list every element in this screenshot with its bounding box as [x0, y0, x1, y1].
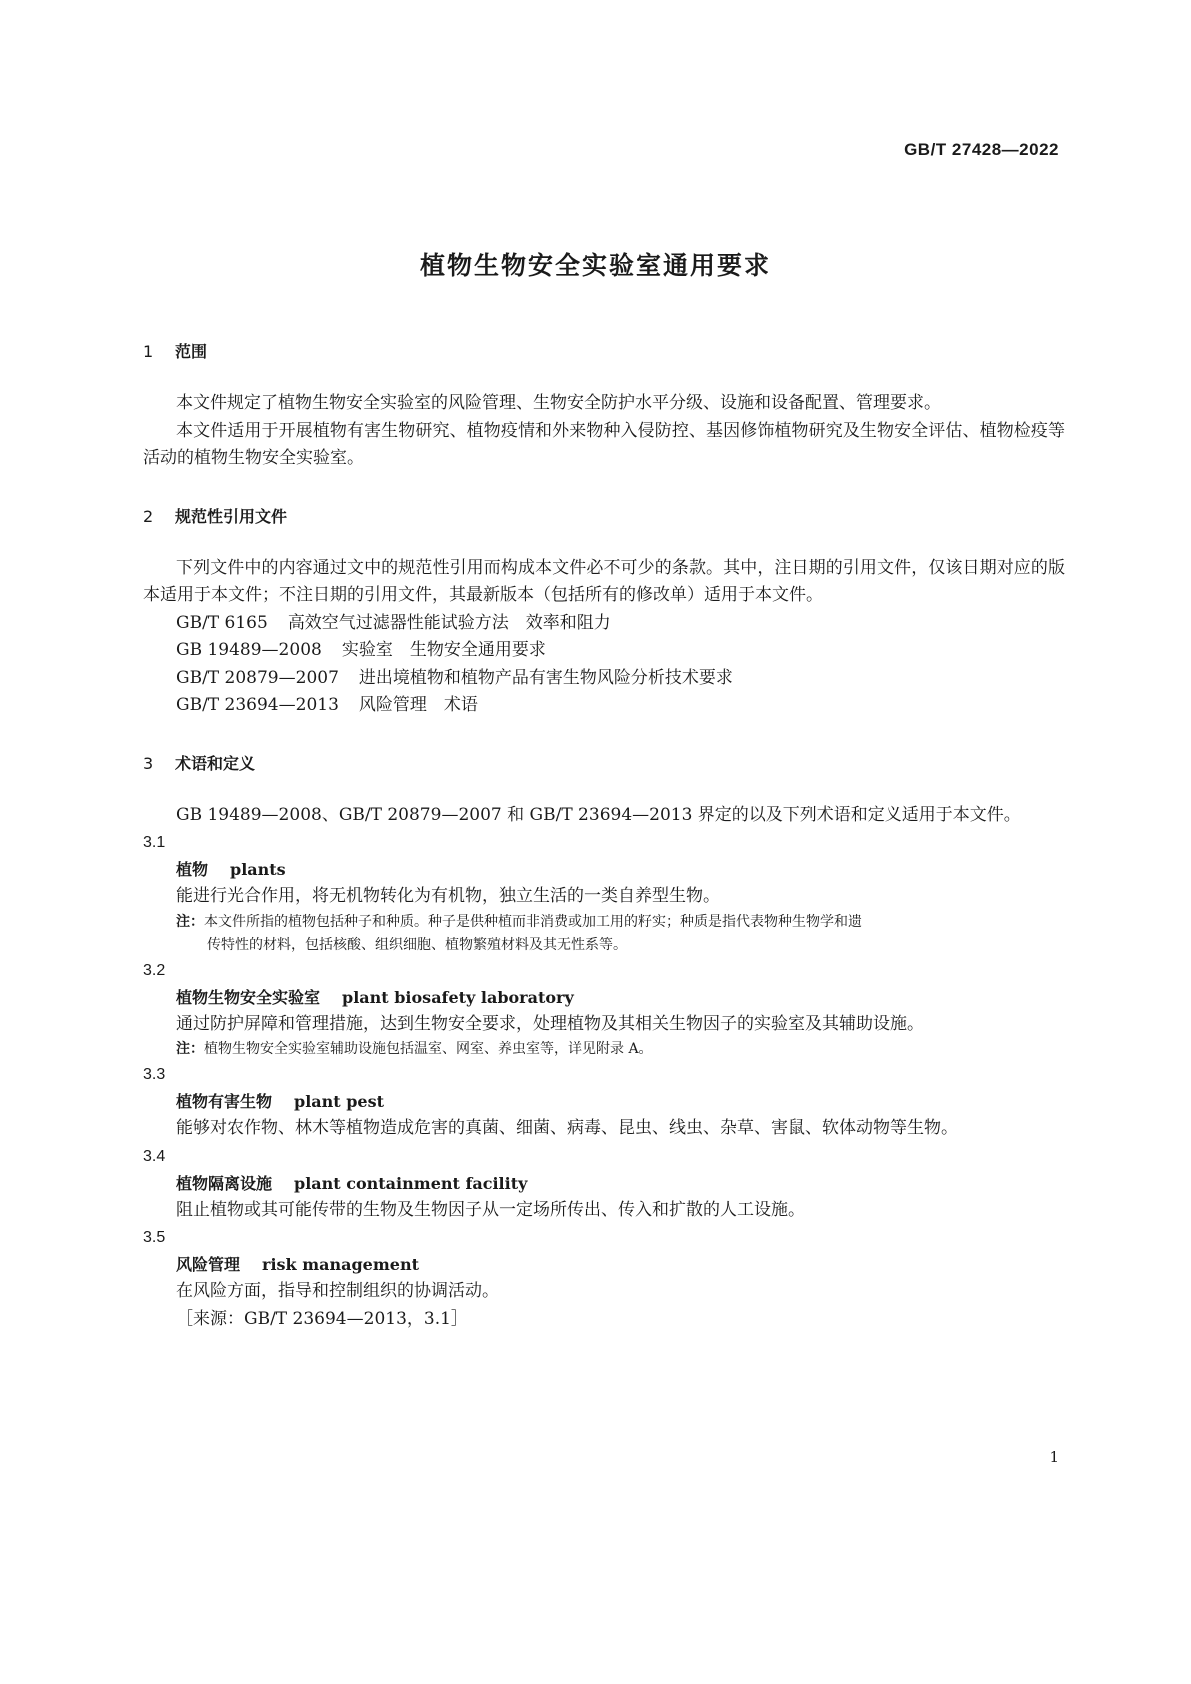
reference-code: GB/T 6165: [176, 612, 268, 633]
term-number: 3.1: [143, 834, 166, 851]
section-title: 规范性引用文件: [175, 506, 288, 526]
term-name-zh: 植物: [176, 860, 209, 879]
section-heading-scope: [143, 340, 1065, 364]
reference-code: GB/T 23694—2013: [176, 695, 339, 715]
term-definition: 阻止植物或其可能传带的生物及生物因子从一定场所传出、传入和扩散的人工设施。: [176, 1199, 805, 1220]
document-title: 植物生物安全实验室通用要求: [419, 251, 771, 280]
term-number: 3.4: [143, 1147, 166, 1165]
section-number: 3: [143, 753, 154, 773]
note-text: 本文件所指的植物包括种子和种质。种子是供种植而非消费或加工用的籽实；种质是指代表物种生物学和遗: [204, 913, 862, 930]
reference-item: [143, 610, 1065, 638]
note-text-continued: 传特性的材料，包括核酸、组织细胞、植物繁殖材料及其无性系等。: [207, 936, 627, 953]
term-name-zh: 植物有害生物: [176, 1092, 273, 1111]
term-definition: 在风险方面，指导和控制组织的协调活动。: [176, 1281, 499, 1301]
term-number: 3.5: [143, 1229, 166, 1246]
term-name: [143, 984, 1065, 1011]
term-source: ［来源：GB/T 23694—2013，3.1］: [176, 1308, 468, 1329]
standard-code: GB/T 27428—2022: [904, 140, 1059, 159]
term-name-en: plant containment facility: [294, 1173, 528, 1193]
term-name: [143, 1088, 1065, 1115]
reference-item: [143, 692, 1065, 720]
term-name-zh: 植物隔离设施: [176, 1173, 273, 1193]
term-name: [143, 856, 1065, 883]
term-definition: 能够对农作物、林木等植物造成危害的真菌、细菌、病毒、昆虫、线虫、杂草、害鼠、软体动物等生物。: [176, 1118, 958, 1138]
note-label: 注：: [176, 1041, 204, 1057]
term-number: 3.2: [143, 961, 166, 979]
term-name-en: plant pest: [294, 1092, 385, 1111]
reference-title: 高效空气过滤器性能试验方法 效率和阻力: [287, 612, 611, 633]
section-number: 1: [143, 342, 154, 361]
scope-paragraph: 本文件规定了植物生物安全实验室的风险管理、生物安全防护水平分级、设施和设备配置、管理要求。: [176, 393, 941, 413]
reference-title: 实验室 生物安全通用要求: [341, 640, 546, 660]
reference-code: GB 19489—2008: [176, 640, 322, 660]
term-number: 3.3: [143, 1066, 166, 1083]
reference-item: [143, 637, 1065, 665]
reference-item: [143, 665, 1065, 693]
scope-paragraph: 本文件适用于开展植物有害生物研究、植物疫情和外来物种入侵防控、基因修饰植物研究及生物安全评估、植物检疫等活动的植物生物安全实验室。: [143, 420, 1065, 468]
reference-title: 风险管理 术语: [358, 695, 478, 715]
term-name: [143, 1170, 1065, 1197]
reference-title: 进出境植物和植物产品有害生物风险分析技术要求: [358, 667, 733, 688]
term-name: [143, 1251, 1065, 1278]
note-label: 注：: [176, 913, 204, 930]
term-name-en: risk management: [262, 1255, 419, 1274]
terms-intro: GB 19489—2008、GB/T 20879—2007 和 GB/T 23694—2013 界定的以及下列术语和定义适用于本文件。: [176, 804, 1021, 825]
document-body: [143, 340, 1065, 1333]
references-intro: 下列文件中的内容通过文中的规范性引用而构成本文件必不可少的条款。其中，注日期的引用文件，仅该日期对应的版本适用于本文件；不注日期的引用文件，其最新版本（包括所有的修改单）适用于本文件。: [143, 557, 1065, 605]
section-heading-normative-references: [143, 505, 1065, 529]
term-name-zh: 植物生物安全实验室: [176, 987, 321, 1007]
term-definition: 能进行光合作用，将无机物转化为有机物，独立生活的一类自养型生物。: [176, 886, 720, 906]
section-title: 术语和定义: [175, 753, 256, 773]
section-heading-terms: [143, 752, 1065, 776]
term-name-en: plants: [230, 860, 286, 879]
term-note: [143, 1038, 1065, 1061]
term-name-zh: 风险管理: [176, 1255, 241, 1274]
note-text: 植物生物安全实验室辅助设施包括温室、网室、养虫室等，详见附录 A。: [204, 1041, 653, 1057]
section-number: 2: [143, 506, 154, 526]
term-name-en: plant biosafety laboratory: [342, 987, 574, 1007]
reference-code: GB/T 20879—2007: [176, 667, 339, 688]
term-definition: 通过防护屏障和管理措施，达到生物安全要求，处理植物及其相关生物因子的实验室及其辅助设施。: [176, 1013, 924, 1034]
section-title: 范围: [175, 342, 208, 361]
term-note: [143, 911, 1065, 957]
page-number: 1: [1049, 1448, 1059, 1466]
